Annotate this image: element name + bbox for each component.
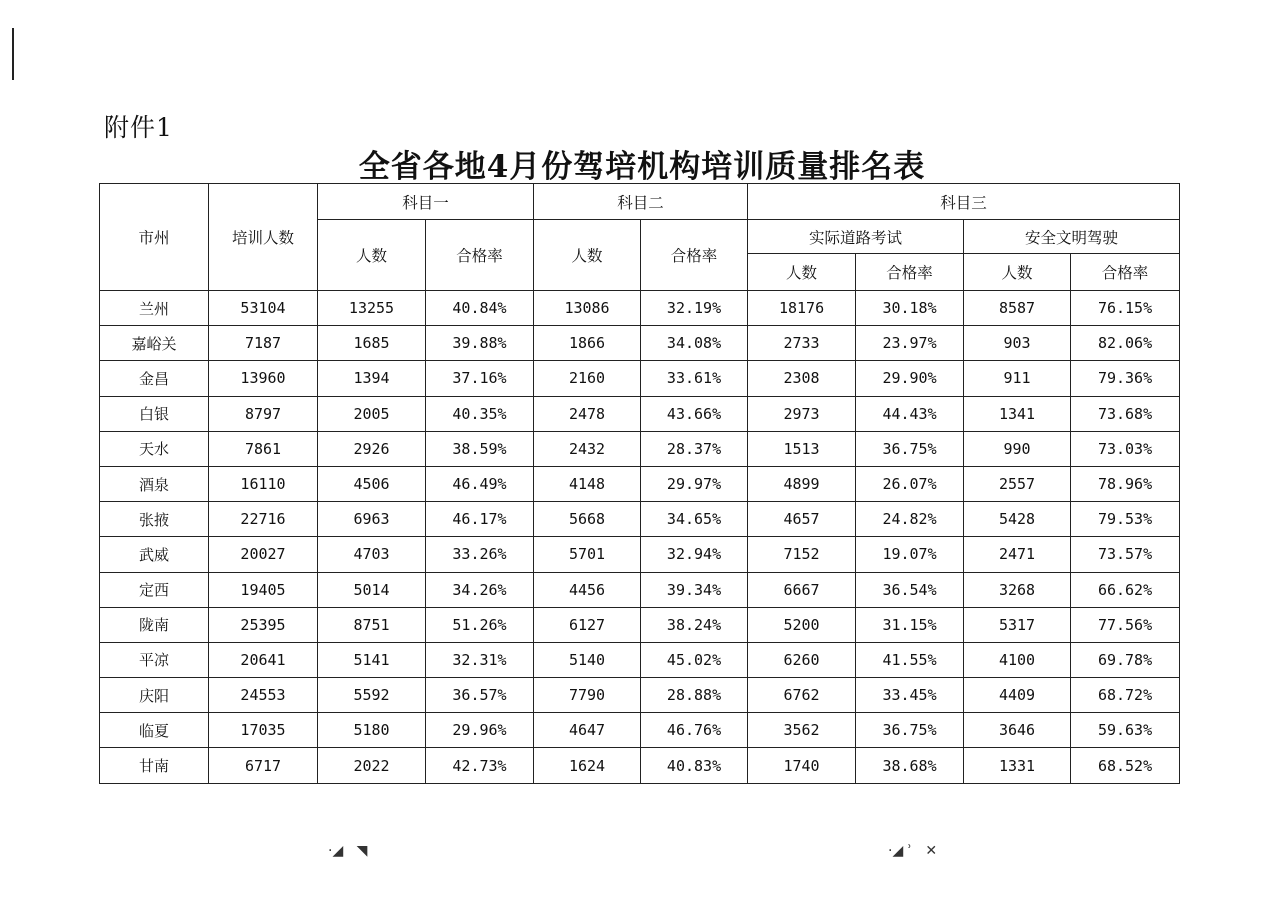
cell-trainees: 25395: [209, 607, 318, 642]
cell-s1-rate: 40.84%: [426, 291, 534, 326]
cell-s1-count: 4506: [318, 466, 426, 501]
cell-s2-count: 2432: [534, 431, 641, 466]
cell-s1-count: 2022: [318, 748, 426, 783]
cell-trainees: 20027: [209, 537, 318, 572]
cell-s2-rate: 45.02%: [641, 642, 748, 677]
cell-road-rate: 30.18%: [856, 291, 964, 326]
cell-trainees: 13960: [209, 361, 318, 396]
cell-safe-rate: 79.36%: [1071, 361, 1180, 396]
cell-s1-count: 1685: [318, 326, 426, 361]
cell-trainees: 16110: [209, 466, 318, 501]
cell-s2-count: 2160: [534, 361, 641, 396]
header-s1-count: 人数: [318, 220, 426, 291]
cell-s2-count: 4148: [534, 466, 641, 501]
cell-safe-rate: 73.57%: [1071, 537, 1180, 572]
cell-trainees: 22716: [209, 502, 318, 537]
cell-safe-count: 4409: [964, 678, 1071, 713]
header-subject2: 科目二: [534, 184, 748, 220]
cell-road-rate: 23.97%: [856, 326, 964, 361]
cell-s1-rate: 46.49%: [426, 466, 534, 501]
cell-s2-count: 1866: [534, 326, 641, 361]
cell-s1-count: 5180: [318, 713, 426, 748]
cell-road-rate: 36.75%: [856, 431, 964, 466]
page-title: 全省各地4月份驾培机构培训质量排名表: [358, 149, 926, 185]
header-road-count: 人数: [748, 254, 856, 291]
cell-road-count: 1513: [748, 431, 856, 466]
cell-safe-rate: 69.78%: [1071, 642, 1180, 677]
cell-road-rate: 38.68%: [856, 748, 964, 783]
cell-s2-count: 4456: [534, 572, 641, 607]
cell-road-rate: 41.55%: [856, 642, 964, 677]
cell-s2-rate: 32.94%: [641, 537, 748, 572]
cell-s2-rate: 28.37%: [641, 431, 748, 466]
cell-s1-count: 5141: [318, 642, 426, 677]
header-city: 市州: [100, 184, 209, 291]
scan-artifact: ·◢ ʾ ✕: [888, 843, 938, 859]
attachment-label: 附件1: [104, 113, 173, 142]
cell-road-rate: 36.75%: [856, 713, 964, 748]
cell-safe-rate: 76.15%: [1071, 291, 1180, 326]
table-row: [100, 326, 1180, 361]
cell-s1-rate: 51.26%: [426, 607, 534, 642]
cell-city: 金昌: [100, 361, 209, 396]
table-row: [100, 572, 1180, 607]
cell-safe-rate: 73.03%: [1071, 431, 1180, 466]
cell-s1-rate: 36.57%: [426, 678, 534, 713]
cell-road-rate: 26.07%: [856, 466, 964, 501]
cell-s2-count: 5668: [534, 502, 641, 537]
cell-safe-count: 1331: [964, 748, 1071, 783]
cell-s1-rate: 34.26%: [426, 572, 534, 607]
cell-city: 白银: [100, 396, 209, 431]
cell-s1-count: 2926: [318, 431, 426, 466]
cell-city: 庆阳: [100, 678, 209, 713]
table-row: [100, 537, 1180, 572]
cell-s1-rate: 29.96%: [426, 713, 534, 748]
cell-trainees: 7187: [209, 326, 318, 361]
cell-s1-count: 4703: [318, 537, 426, 572]
table-row: [100, 642, 1180, 677]
cell-road-count: 7152: [748, 537, 856, 572]
cell-s2-rate: 33.61%: [641, 361, 748, 396]
header-road-rate: 合格率: [856, 254, 964, 291]
cell-s1-rate: 46.17%: [426, 502, 534, 537]
cell-road-count: 2308: [748, 361, 856, 396]
header-subject3: 科目三: [748, 184, 1180, 220]
cell-s2-rate: 28.88%: [641, 678, 748, 713]
cell-s2-count: 5701: [534, 537, 641, 572]
cell-s2-rate: 43.66%: [641, 396, 748, 431]
cell-safe-count: 3268: [964, 572, 1071, 607]
cell-s2-count: 6127: [534, 607, 641, 642]
cell-s1-rate: 37.16%: [426, 361, 534, 396]
cell-road-rate: 29.90%: [856, 361, 964, 396]
cell-safe-rate: 68.72%: [1071, 678, 1180, 713]
cell-city: 临夏: [100, 713, 209, 748]
cell-trainees: 53104: [209, 291, 318, 326]
cell-safe-rate: 66.62%: [1071, 572, 1180, 607]
cell-safe-count: 990: [964, 431, 1071, 466]
cell-road-rate: 31.15%: [856, 607, 964, 642]
table-row: [100, 678, 1180, 713]
table-body: [100, 291, 1180, 784]
cell-city: 平凉: [100, 642, 209, 677]
cell-s2-rate: 40.83%: [641, 748, 748, 783]
table-row: [100, 466, 1180, 501]
table-row: [100, 291, 1180, 326]
cell-safe-count: 5317: [964, 607, 1071, 642]
table-row: [100, 396, 1180, 431]
cell-city: 张掖: [100, 502, 209, 537]
cell-road-rate: 19.07%: [856, 537, 964, 572]
cell-s1-count: 13255: [318, 291, 426, 326]
cell-trainees: 17035: [209, 713, 318, 748]
cell-safe-count: 2557: [964, 466, 1071, 501]
cell-road-count: 18176: [748, 291, 856, 326]
cell-road-rate: 33.45%: [856, 678, 964, 713]
cell-s1-count: 5014: [318, 572, 426, 607]
header-safe-count: 人数: [964, 254, 1071, 291]
header-s1-rate: 合格率: [426, 220, 534, 291]
cell-road-count: 4899: [748, 466, 856, 501]
header-s2-rate: 合格率: [641, 220, 748, 291]
cell-s1-count: 5592: [318, 678, 426, 713]
table-row: [100, 431, 1180, 466]
cell-safe-rate: 68.52%: [1071, 748, 1180, 783]
cell-city: 酒泉: [100, 466, 209, 501]
cell-s1-count: 2005: [318, 396, 426, 431]
cell-s1-rate: 38.59%: [426, 431, 534, 466]
cell-road-count: 6260: [748, 642, 856, 677]
cell-road-rate: 24.82%: [856, 502, 964, 537]
cell-road-count: 2733: [748, 326, 856, 361]
cell-road-count: 6667: [748, 572, 856, 607]
cell-s1-rate: 33.26%: [426, 537, 534, 572]
cell-trainees: 20641: [209, 642, 318, 677]
cell-s1-rate: 39.88%: [426, 326, 534, 361]
cell-s1-rate: 42.73%: [426, 748, 534, 783]
cell-road-count: 4657: [748, 502, 856, 537]
header-safe-rate: 合格率: [1071, 254, 1180, 291]
cell-s2-count: 13086: [534, 291, 641, 326]
cell-safe-count: 3646: [964, 713, 1071, 748]
cell-city: 武威: [100, 537, 209, 572]
cell-road-count: 6762: [748, 678, 856, 713]
ranking-table: [99, 183, 1180, 784]
cell-road-count: 1740: [748, 748, 856, 783]
margin-mark: [12, 28, 14, 80]
cell-safe-rate: 73.68%: [1071, 396, 1180, 431]
cell-trainees: 7861: [209, 431, 318, 466]
cell-s2-count: 2478: [534, 396, 641, 431]
cell-s1-count: 1394: [318, 361, 426, 396]
cell-safe-count: 4100: [964, 642, 1071, 677]
cell-road-count: 3562: [748, 713, 856, 748]
cell-safe-count: 903: [964, 326, 1071, 361]
header-safe-driving: 安全文明驾驶: [964, 220, 1180, 254]
cell-s2-count: 5140: [534, 642, 641, 677]
cell-trainees: 8797: [209, 396, 318, 431]
cell-s2-rate: 46.76%: [641, 713, 748, 748]
cell-safe-rate: 59.63%: [1071, 713, 1180, 748]
cell-safe-rate: 77.56%: [1071, 607, 1180, 642]
table-row: [100, 713, 1180, 748]
cell-city: 兰州: [100, 291, 209, 326]
cell-s1-count: 6963: [318, 502, 426, 537]
header-subject1: 科目一: [318, 184, 534, 220]
cell-trainees: 19405: [209, 572, 318, 607]
cell-road-rate: 36.54%: [856, 572, 964, 607]
cell-safe-rate: 82.06%: [1071, 326, 1180, 361]
cell-s2-count: 7790: [534, 678, 641, 713]
scan-artifact: ·◢ ◥: [328, 843, 368, 859]
cell-road-count: 5200: [748, 607, 856, 642]
cell-s2-count: 4647: [534, 713, 641, 748]
table-row: [100, 502, 1180, 537]
cell-city: 陇南: [100, 607, 209, 642]
cell-safe-rate: 78.96%: [1071, 466, 1180, 501]
cell-s2-rate: 32.19%: [641, 291, 748, 326]
header-trainees: 培训人数: [209, 184, 318, 291]
cell-s1-rate: 40.35%: [426, 396, 534, 431]
table-row: [100, 361, 1180, 396]
cell-city: 定西: [100, 572, 209, 607]
cell-s2-rate: 34.08%: [641, 326, 748, 361]
cell-trainees: 6717: [209, 748, 318, 783]
cell-safe-rate: 79.53%: [1071, 502, 1180, 537]
cell-city: 天水: [100, 431, 209, 466]
cell-s2-rate: 29.97%: [641, 466, 748, 501]
cell-s2-rate: 38.24%: [641, 607, 748, 642]
cell-road-rate: 44.43%: [856, 396, 964, 431]
header-road-test: 实际道路考试: [748, 220, 964, 254]
cell-safe-count: 5428: [964, 502, 1071, 537]
cell-trainees: 24553: [209, 678, 318, 713]
cell-s2-rate: 34.65%: [641, 502, 748, 537]
cell-s1-count: 8751: [318, 607, 426, 642]
cell-s2-count: 1624: [534, 748, 641, 783]
cell-road-count: 2973: [748, 396, 856, 431]
cell-city: 甘南: [100, 748, 209, 783]
cell-safe-count: 8587: [964, 291, 1071, 326]
cell-safe-count: 2471: [964, 537, 1071, 572]
cell-safe-count: 1341: [964, 396, 1071, 431]
table-row: [100, 748, 1180, 783]
cell-s1-rate: 32.31%: [426, 642, 534, 677]
cell-city: 嘉峪关: [100, 326, 209, 361]
header-s2-count: 人数: [534, 220, 641, 291]
table-row: [100, 607, 1180, 642]
cell-s2-rate: 39.34%: [641, 572, 748, 607]
cell-safe-count: 911: [964, 361, 1071, 396]
